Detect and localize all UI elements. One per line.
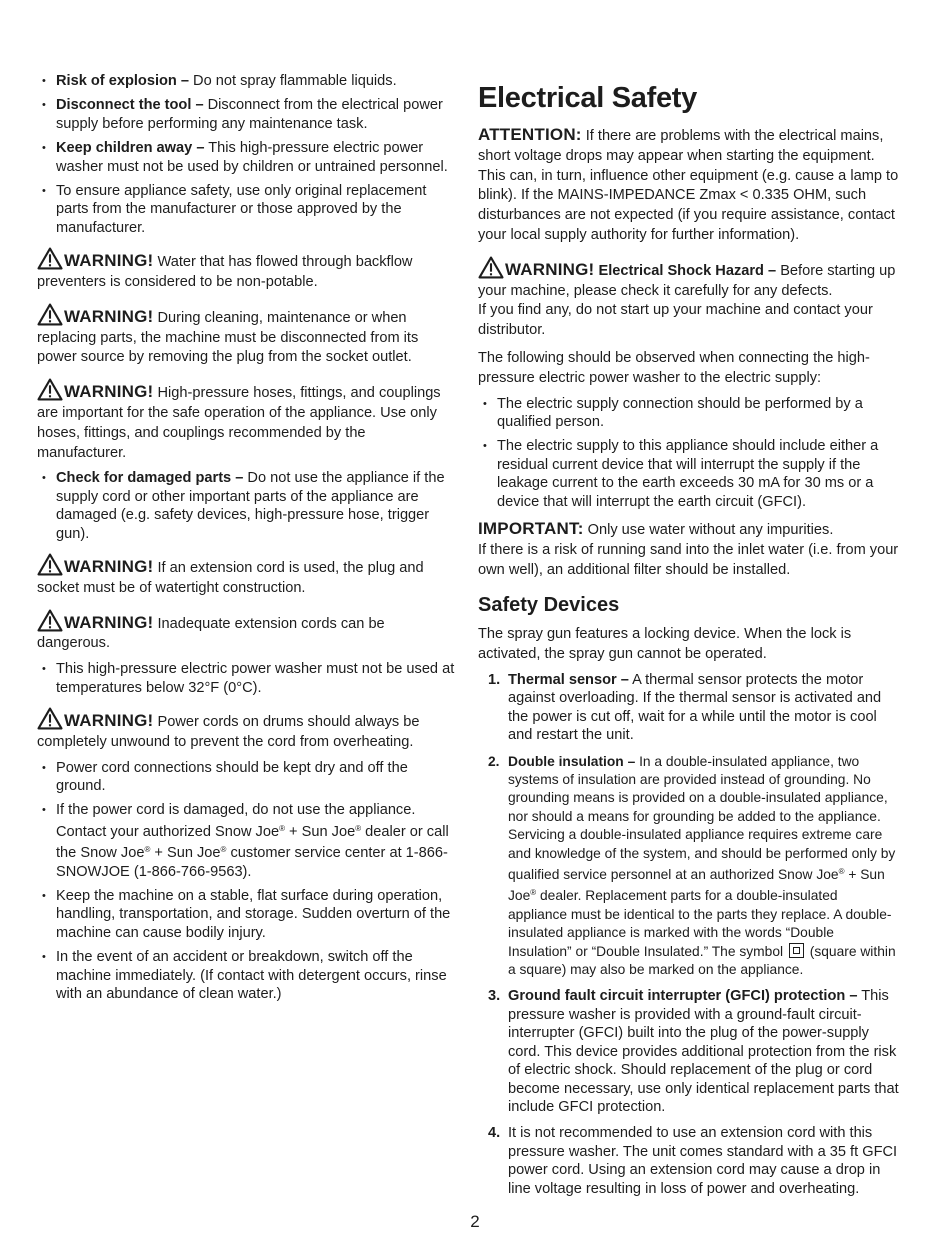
warning-electrical-shock: WARNING! Electrical Shock Hazard – Before starting up your machine, please check it carefully for any defects. (478, 256, 900, 302)
warning-triangle-icon (478, 256, 504, 279)
list-item: • Keep the machine on a stable, flat surface during operation, handling, transportation, and storage. Sudden overturn of the machine can cause bodily injury. (37, 887, 457, 942)
list-item: • Power cord connections should be kept dry and off the ground. (37, 759, 457, 796)
double-insulation-icon (789, 943, 804, 958)
shock-followup: If you find any, do not start up your machine and contact your distributor. (478, 302, 873, 339)
list-item: 2. Double insulation – In a double-insulated appliance, two systems of insulation are provided instead of grounding. No grounding means is provided on a double-insulated appliance, nor should a means for grounding be added to the appliance. Servicing a double-insulated appliance requires extreme care and knowledge of the system, and should be performed only by qualified service personnel at an authorized Snow Joe® + Sun Joe® dealer. Replacement parts for a double-insulated appliance must be identical to the parts they replace. A double-insulated appliance is marked with the words “Double Insulation” or “Double Insulated.” The symbol (square within a square) may also be marked on the appliance. (488, 753, 896, 978)
warning-triangle-icon (37, 609, 63, 632)
list-item: • If the power cord is damaged, do not use the appliance. Contact your authorized Snow Joe® + Sun Joe® dealer or call the Snow Joe® + Sun Joe® customer service center at 1-866-SNOWJOE (1-866-766-9563). (37, 801, 457, 881)
list-item: • Check for damaged parts – Do not use the appliance if the supply cord or other important parts of the appliance are damaged (e.g. safety devices, high-pressure hose, trigger gun). (37, 469, 457, 543)
attention-paragraph: ATTENTION: If there are problems with the electrical mains, short voltage drops may appear when starting the equipment. This can, in turn, influence other equipment (e.g. cause a lamp to blink). If the MAINS-IMPEDANCE Zmax < 0.335 OHM, such disturbances are not expected (if you require assistance, contact your local supply authority for further information). (478, 125, 899, 243)
important-followup: If there is a risk of running sand into the inlet water (i.e. from your own well), an additional filter should be installed. (478, 541, 899, 578)
safety-intro: The spray gun features a locking device. When the lock is activated, the spray gun cannot be operated. (478, 626, 852, 663)
supply-bullets (478, 395, 900, 511)
section-title-safety-devices: Safety Devices (478, 594, 620, 617)
list-item: • The electric supply connection should be performed by a qualified person. (478, 395, 900, 432)
important-paragraph: IMPORTANT: Only use water without any impurities. (478, 519, 834, 538)
list-item: • This high-pressure electric power washer must not be used at temperatures below 32°F (0°C). (37, 660, 457, 697)
safety-bullets-d (37, 759, 457, 1004)
list-item: 1. Thermal sensor – A thermal sensor protects the motor against overloading. If the thermal sensor is activated and the power is cut off, wait for a while until the motor is cool and restart the unit. (488, 671, 882, 744)
safety-bullets-b (37, 469, 457, 543)
safety-devices-list (478, 671, 900, 1198)
safety-bullets-a (37, 72, 457, 237)
list-item: • Keep children away – This high-pressure electric power washer must not be used by children or untrained personnel. (37, 139, 457, 176)
page-number: 2 (470, 1212, 480, 1231)
warning-triangle-icon (37, 553, 63, 576)
warning-triangle-icon (37, 707, 63, 730)
warning-hoses: WARNING! High-pressure hoses, fittings, and couplings are important for the safe operation of the appliance. Use only hoses, fittings, and couplings recommended by the manufacturer. (37, 378, 457, 463)
section-title-electrical-safety: Electrical Safety (478, 82, 697, 114)
warning-disconnect: WARNING! During cleaning, maintenance or when replacing parts, the machine must be disconnected from its power source by removing the plug from the socket outlet. (37, 303, 457, 368)
list-item: • To ensure appliance safety, use only original replacement parts from the manufacturer or those approved by the manufacturer. (37, 182, 457, 237)
warning-inadequate-cords: WARNING! Inadequate extension cords can be dangerous. (37, 609, 457, 655)
warning-cord-drums: WARNING! Power cords on drums should always be completely unwound to prevent the cord from overheating. (37, 707, 457, 753)
warning-extension-cord: WARNING! If an extension cord is used, the plug and socket must be of watertight construction. (37, 553, 457, 599)
warning-backflow: WARNING! Water that has flowed through backflow preventers is considered to be non-potable. (37, 247, 457, 293)
list-item: • Disconnect the tool – Disconnect from the electrical power supply before performing any maintenance task. (37, 96, 457, 133)
list-item: • Risk of explosion – Do not spray flammable liquids. (37, 72, 457, 90)
observe-paragraph: The following should be observed when connecting the high-pressure electric power washer to the electric supply: (478, 349, 870, 386)
safety-bullets-c (37, 660, 457, 697)
left-column (37, 72, 457, 1010)
warning-triangle-icon (37, 303, 63, 326)
list-item: • In the event of an accident or breakdown, switch off the machine immediately. (If contact with detergent occurs, rinse with an abundance of clean water.) (37, 948, 457, 1003)
list-item: 4. It is not recommended to use an extension cord with this pressure washer. The unit comes standard with a 35 ft GFCI power cord. Using an extension cord may cause a drop in line voltage resulting in loss of power and overheating. (488, 1125, 898, 1197)
right-column (478, 72, 900, 1206)
warning-triangle-icon (37, 378, 63, 401)
list-item: 3. Ground fault circuit interrupter (GFCI) protection – This pressure washer is provided with a ground-fault circuit-interrupter (GFCI) built into the plug of the power-supply cord. This device provides additional protection from the risk of electric shock. Should replacement of the plug or cord become necessary, use only identical replacement parts that include GFCI protection. (488, 988, 899, 1115)
list-item: • The electric supply to this appliance should include either a residual current device that will interrupt the supply if the leakage current to the earth exceeds 30 mA for 30 ms or a device that will interrupt the earth circuit (GFCI). (478, 437, 900, 511)
warning-triangle-icon (37, 247, 63, 270)
